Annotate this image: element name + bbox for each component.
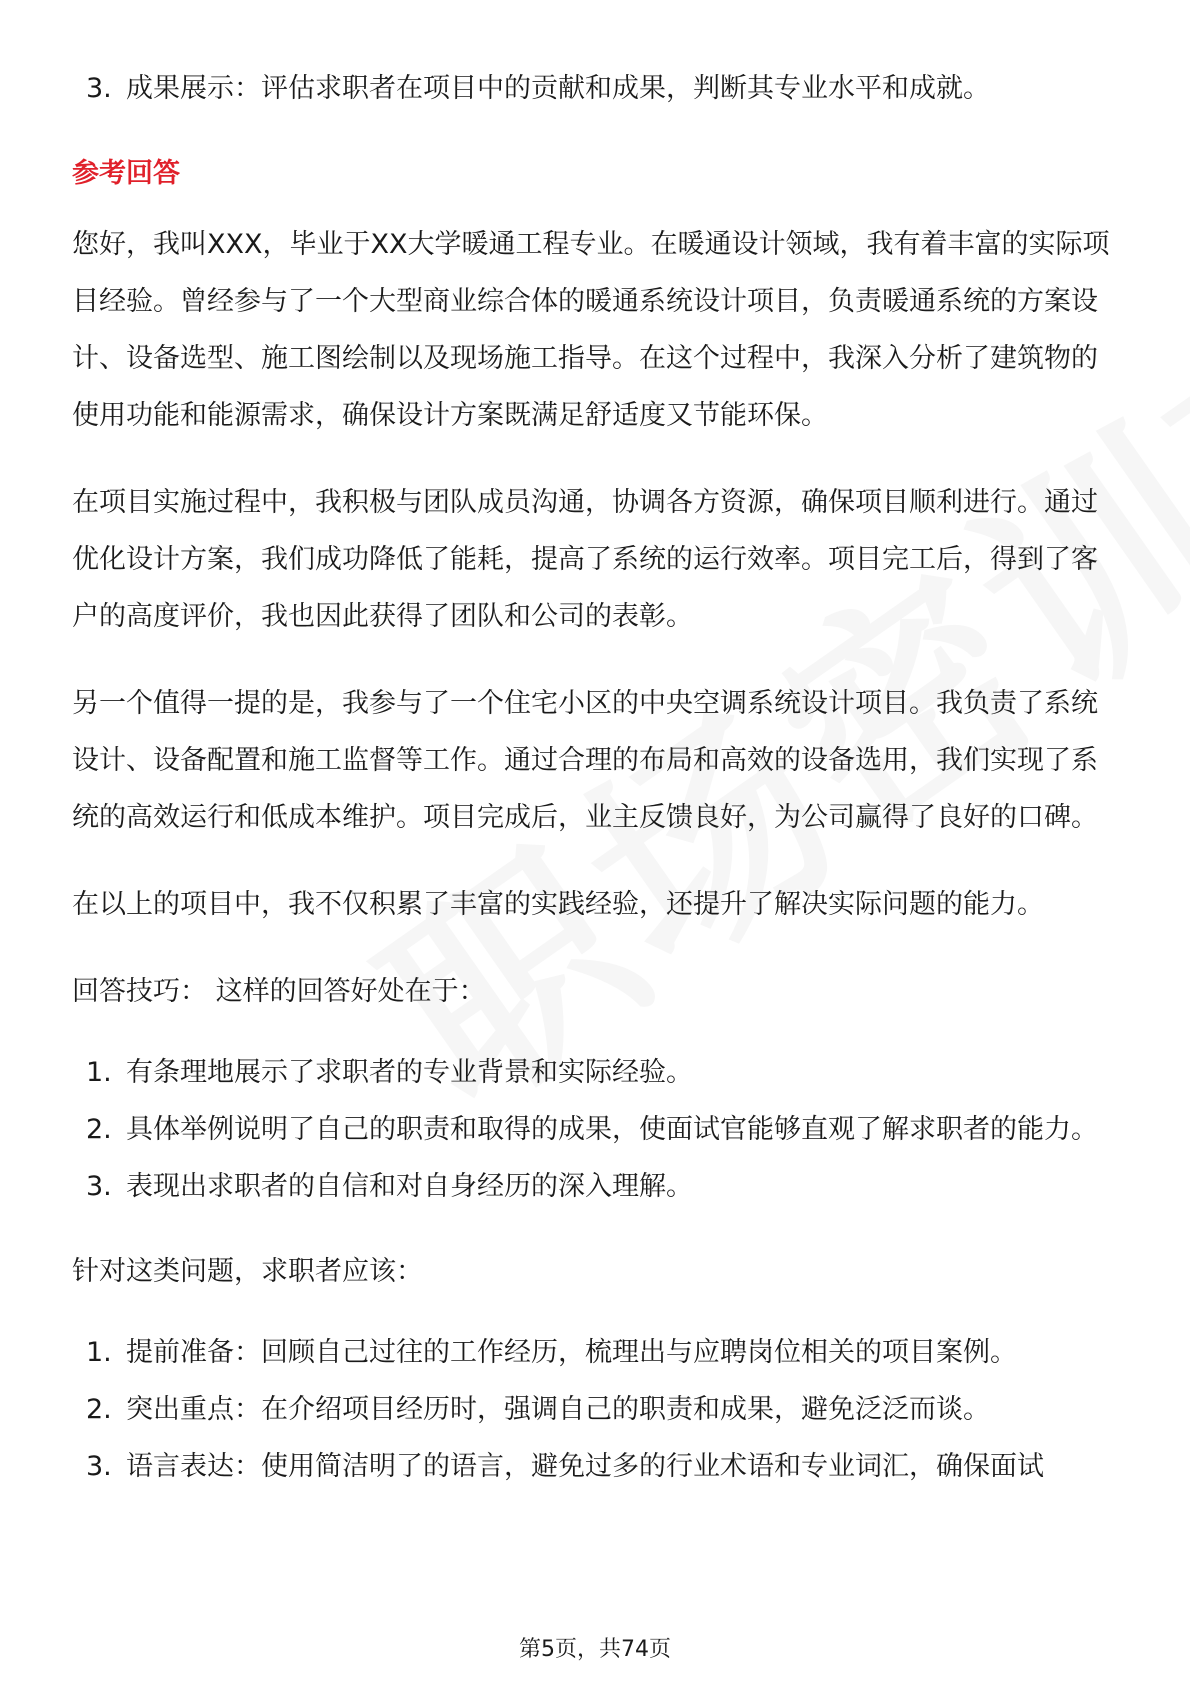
tips-label: 回答技巧： 这样的回答好处在于： (72, 976, 486, 1007)
list-item-number: 3. (86, 1171, 112, 1202)
list-item (72, 1438, 1124, 1495)
paragraph-3: 另一个值得一提的是，我参与了一个住宅小区的中央空调系统设计项目。我负责了系统设计、设备配置和施工监督等工作。通过合理的布局和高效的设备选用，我们实现了系统的高效运行和低成本维护。项目完成后，业主反馈良好，为公司赢得了良好的口碑。 (72, 688, 1098, 833)
list-item-number: 2. (86, 1114, 112, 1145)
list-item-number: 3. (86, 1451, 112, 1482)
paragraph-2: 在项目实施过程中，我积极与团队成员沟通，协调各方资源，确保项目顺利进行。通过优化设计方案，我们成功降低了能耗，提高了系统的运行效率。项目完工后，得到了客户的高度评价，我也因此获得了团队和公司的表彰。 (72, 487, 1098, 632)
list-item-text: 具体举例说明了自己的职责和取得的成果，使面试官能够直观了解求职者的能力。 (126, 1114, 1098, 1145)
list-item-number: 1. (86, 1337, 112, 1368)
list-item-number: 1. (86, 1057, 112, 1088)
paragraph-4: 在以上的项目中，我不仅积累了丰富的实践经验，还提升了解决实际问题的能力。 (72, 889, 1044, 920)
list-item-text: 突出重点：在介绍项目经历时，强调自己的职责和成果，避免泛泛而谈。 (126, 1394, 990, 1425)
list-item-number: 3. (86, 73, 112, 104)
list-item (72, 60, 1124, 117)
document-page (72, 60, 1124, 1495)
list-item-text: 表现出求职者的自信和对自身经历的深入理解。 (126, 1171, 693, 1202)
paragraph-1: 您好，我叫XXX，毕业于XX大学暖通工程专业。在暖通设计领域，我有着丰富的实际项目经验。曾经参与了一个大型商业综合体的暖通系统设计项目，负责暖通系统的方案设计、设备选型、施工图绘制以及现场施工指导。在这个过程中，我深入分析了建筑物的使用功能和能源需求，确保设计方案既满足舒适度又节能环保。 (72, 229, 1110, 431)
list-item (72, 1158, 1124, 1215)
top-list (72, 60, 1124, 117)
list-item (72, 1381, 1124, 1438)
list-item (72, 1044, 1124, 1101)
section-heading: 参考回答 (72, 158, 180, 189)
list-item-text: 提前准备：回顾自己过往的工作经历，梳理出与应聘岗位相关的项目案例。 (126, 1337, 1017, 1368)
list-item-number: 2. (86, 1394, 112, 1425)
list-item (72, 1101, 1124, 1158)
list-item (72, 1324, 1124, 1381)
page-footer: 第5页，共74页 (519, 1637, 671, 1662)
list-item-text: 有条理地展示了求职者的专业背景和实际经验。 (126, 1057, 693, 1088)
tips-list (72, 1044, 1124, 1215)
advice-list (72, 1324, 1124, 1495)
list-item-text: 语言表达：使用简洁明了的语言，避免过多的行业术语和专业词汇，确保面试 (126, 1451, 1044, 1482)
advice-label: 针对这类问题，求职者应该： (72, 1256, 423, 1287)
list-item-text: 成果展示：评估求职者在项目中的贡献和成果，判断其专业水平和成就。 (126, 73, 990, 104)
